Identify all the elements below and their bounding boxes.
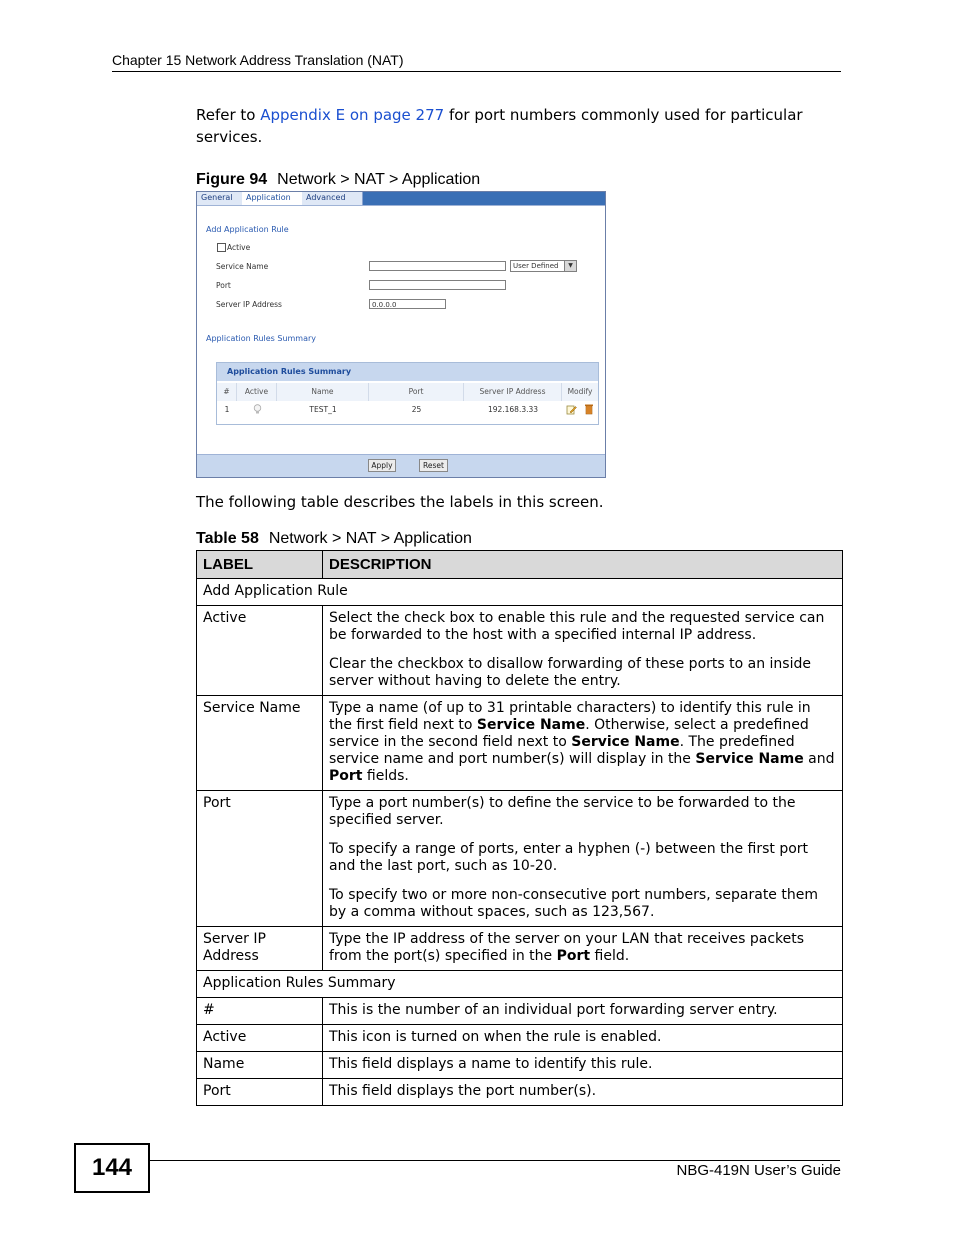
- col-modify: Modify: [562, 383, 598, 401]
- active-checkbox[interactable]: [217, 243, 226, 252]
- row-port: 25: [411, 405, 422, 414]
- nat-application-screenshot: [196, 191, 606, 478]
- row-label-active: Active: [197, 606, 323, 696]
- guide-title: NBG-419N User’s Guide: [676, 1162, 841, 1179]
- row-label-server-ip: Server IP Address: [197, 927, 323, 971]
- trash-icon[interactable]: [584, 403, 594, 420]
- intro-text-before: Refer to: [196, 106, 261, 124]
- figure-caption: [196, 171, 480, 189]
- active-label: Active: [227, 243, 251, 252]
- table-row: [197, 606, 843, 696]
- table-row: [197, 1079, 843, 1106]
- intro-text-after: for port numbers commonly used for particular services.: [196, 106, 803, 146]
- table-header-row: [197, 551, 843, 579]
- port-desc-p3: To specify two or more non-consecutive port numbers, separate them by a comma without spaces, such as 123,567.: [329, 887, 818, 920]
- tab-divider: [197, 205, 605, 206]
- col-server-ip: Server IP Address: [464, 383, 562, 401]
- header-rule: [112, 71, 841, 72]
- service-name-label: Service Name: [216, 262, 269, 271]
- table-caption-text: Network > NAT > Application: [268, 530, 472, 547]
- col-num: #: [217, 383, 237, 401]
- header-label: LABEL: [197, 551, 323, 579]
- bulb-icon: [237, 403, 277, 417]
- table-row: [197, 971, 843, 998]
- tab-application[interactable]: Application: [242, 192, 310, 205]
- figure-caption-text: Network > NAT > Application: [277, 171, 481, 188]
- table-row: [197, 791, 843, 927]
- reset-button[interactable]: Reset: [419, 459, 448, 472]
- row-label-port-summary: Port: [197, 1079, 323, 1106]
- row-server-ip: 192.168.3.33: [487, 405, 539, 414]
- row-desc-num: This is the number of an individual port forwarding server entry.: [323, 998, 843, 1025]
- table-row: [197, 696, 843, 791]
- row-label-service-name: Service Name: [197, 696, 323, 791]
- table-caption-label: Table 58: [196, 530, 259, 547]
- table-row: [197, 1025, 843, 1052]
- footer-rule: [150, 1160, 840, 1161]
- service-desc-b4: Port: [329, 768, 363, 784]
- intro-paragraph: [196, 104, 844, 148]
- page-number: 144: [74, 1143, 150, 1193]
- button-bar: [197, 454, 605, 478]
- summary-table-title: Application Rules Summary: [217, 363, 598, 381]
- server-ip-label: Server IP Address: [216, 300, 282, 309]
- section-add-rule: Add Application Rule: [197, 579, 843, 606]
- service-desc-t2: . Otherwise, select a predefined service in the second field next to: [329, 717, 809, 750]
- row-desc-port-summary: This field displays the port number(s).: [323, 1079, 843, 1106]
- row-desc-port: [323, 791, 843, 927]
- service-desc-t1: Type a name (of up to 31 printable characters) to identify this rule in the first field next to: [329, 700, 811, 733]
- edit-icon[interactable]: [566, 404, 577, 420]
- row-label-name: Name: [197, 1052, 323, 1079]
- row-desc-name: This field displays a name to identify this rule.: [323, 1052, 843, 1079]
- row-label-num: #: [197, 998, 323, 1025]
- service-desc-b1: Service Name: [476, 717, 586, 733]
- service-desc-b3: Service Name: [695, 751, 804, 767]
- row-desc-service-name: [323, 696, 843, 791]
- port-label: Port: [216, 281, 231, 290]
- service-desc-b2: Service Name: [571, 734, 680, 750]
- row-label-port: Port: [197, 791, 323, 927]
- header-description: DESCRIPTION: [323, 551, 843, 579]
- table-row: [197, 1052, 843, 1079]
- service-desc-t3: . The predefined service name and port number(s) will display in the: [329, 734, 795, 767]
- col-port: Port: [369, 383, 464, 401]
- row-desc-server-ip: [323, 927, 843, 971]
- service-name-input[interactable]: [369, 261, 506, 271]
- appendix-link[interactable]: Appendix E on page 277: [260, 106, 445, 124]
- table-row: [197, 998, 843, 1025]
- col-active: Active: [237, 383, 277, 401]
- tab-general[interactable]: General: [197, 192, 250, 205]
- port-desc-p2: To specify a range of ports, enter a hyphen (-) between the first port and the last port, such as 10-20.: [329, 841, 809, 874]
- server-ip-input[interactable]: 0.0.0.0: [369, 299, 446, 309]
- tab-bar: [197, 192, 605, 205]
- port-desc-p1: Type a port number(s) to define the service to be forwarded to the specified server.: [329, 795, 796, 828]
- active-desc-p2: Clear the checkbox to disallow forwarding of these ports to an inside server without having to delete the entry.: [329, 656, 811, 689]
- apply-button[interactable]: Apply: [368, 459, 396, 472]
- service-select-value: User Defined: [513, 262, 559, 270]
- active-desc-p1: Select the check box to enable this rule and the requested service can be forwarded to the host with a specified internal IP address.: [329, 610, 825, 643]
- service-name-select[interactable]: [510, 260, 577, 272]
- table-row: [197, 579, 843, 606]
- ip-desc-t2: field.: [590, 948, 630, 964]
- chapter-header: Chapter 15 Network Address Translation (NAT): [112, 52, 404, 68]
- row-name: TEST_1: [309, 405, 337, 414]
- service-desc-t5: fields.: [362, 768, 409, 784]
- ip-desc-b1: Port: [556, 948, 591, 964]
- following-text: The following table describes the labels in this screen.: [196, 493, 604, 511]
- row-desc-active: [323, 606, 843, 696]
- description-table: [196, 550, 843, 1106]
- ip-desc-t1: Type the IP address of the server on your LAN that receives packets from the port(s) specified in the: [329, 931, 805, 964]
- row-desc-active-summary: This icon is turned on when the rule is enabled.: [323, 1025, 843, 1052]
- add-rule-title: Add Application Rule: [206, 225, 289, 234]
- summary-section-title: Application Rules Summary: [206, 334, 317, 343]
- table-caption: [196, 530, 472, 548]
- section-summary: Application Rules Summary: [197, 971, 843, 998]
- col-name: Name: [277, 383, 369, 401]
- tab-advanced[interactable]: Advanced: [302, 192, 363, 205]
- row-label-active-summary: Active: [197, 1025, 323, 1052]
- modify-cell: [562, 403, 598, 417]
- service-desc-t4: and: [803, 751, 835, 767]
- summary-table: [216, 362, 599, 425]
- figure-caption-label: Figure 94: [196, 171, 268, 188]
- port-input[interactable]: [369, 280, 506, 290]
- row-num: 1: [224, 405, 230, 414]
- chevron-down-icon: ▼: [564, 261, 576, 271]
- table-row: [197, 927, 843, 971]
